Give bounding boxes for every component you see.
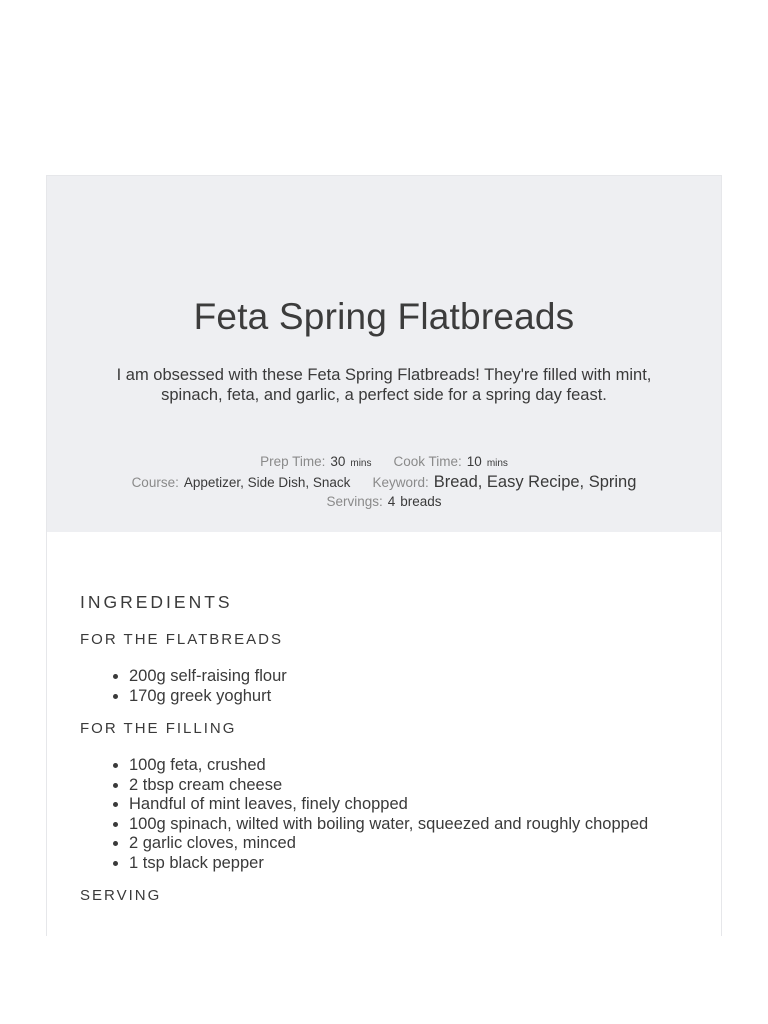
- list-item: • 2 tbsp cream cheese: [129, 776, 688, 796]
- ingredients-heading: INGREDIENTS: [80, 592, 233, 612]
- servings-label: Servings:: [326, 494, 383, 509]
- servings-value: 4: [387, 494, 396, 509]
- ingredient-group-flatbreads: FOR THE FLATBREADS: [80, 631, 283, 648]
- ingredient-list-flatbreads: [80, 667, 688, 706]
- recipe-summary: I am obsessed with these Feta Spring Flatbreads! They're filled with mint, spinach, feta, and garlic, a perfect side for a spring day feast.: [116, 366, 652, 404]
- recipe-body: [47, 532, 721, 904]
- course-value: Appetizer, Side Dish, Snack: [183, 475, 351, 490]
- list-item: • 170g greek yoghurt: [129, 687, 688, 707]
- list-item: • 200g self-raising flour: [129, 667, 688, 687]
- list-item: • 100g feta, crushed: [129, 756, 688, 776]
- time-line: [47, 452, 721, 473]
- servings-line: [47, 492, 721, 511]
- keyword-value: Bread, Easy Recipe, Spring: [433, 473, 637, 491]
- keyword-label: Keyword:: [372, 475, 429, 490]
- ingredient-list-filling: [80, 756, 688, 873]
- recipe-meta: [47, 452, 721, 511]
- servings-unit: breads: [400, 494, 442, 509]
- prep-time-label: Prep Time:: [260, 454, 326, 469]
- ingredient-group-serving: SERVING: [80, 887, 162, 904]
- recipe-title: Feta Spring Flatbreads: [193, 296, 575, 337]
- cook-time-value: 10: [466, 454, 482, 469]
- course-label: Course:: [131, 475, 179, 490]
- list-item: • 100g spinach, wilted with boiling water, squeezed and roughly chopped: [129, 815, 688, 835]
- course-keyword-line: [47, 473, 721, 492]
- list-item: • 1 tsp black pepper: [129, 854, 688, 874]
- cook-time-unit: mins: [486, 458, 508, 469]
- recipe-card: [46, 175, 722, 936]
- prep-time-value: 30: [330, 454, 346, 469]
- prep-time-unit: mins: [350, 458, 372, 469]
- list-item: • 2 garlic cloves, minced: [129, 834, 688, 854]
- recipe-header: [47, 176, 721, 532]
- ingredient-group-filling: FOR THE FILLING: [80, 720, 237, 737]
- cook-time-label: Cook Time:: [393, 454, 462, 469]
- list-item: • Handful of mint leaves, finely chopped: [129, 795, 688, 815]
